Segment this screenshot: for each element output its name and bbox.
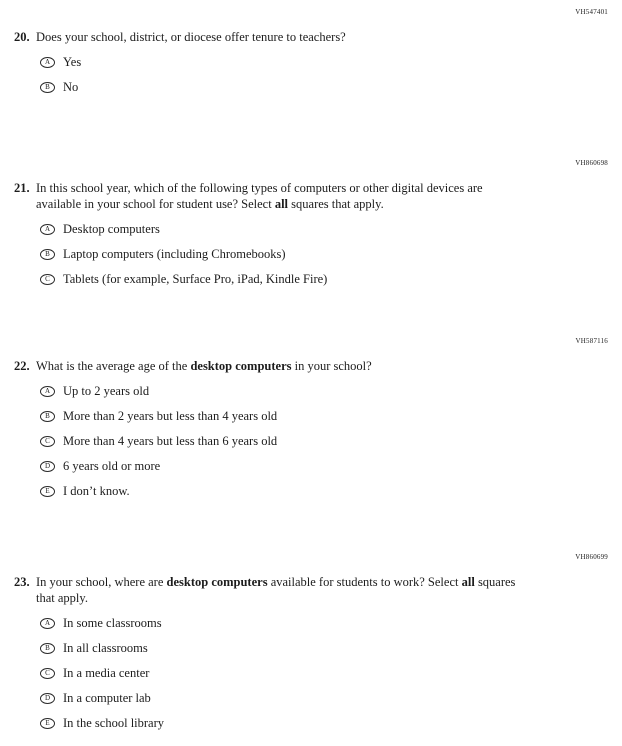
answer-option <box>40 272 608 287</box>
answer-oval-b-icon[interactable]: B <box>40 249 55 260</box>
question-block <box>14 337 608 499</box>
question-text-segment: in your school? <box>291 359 372 373</box>
answer-oval-b-icon[interactable]: B <box>40 643 55 654</box>
option-label: In the school library <box>63 716 165 730</box>
question-text <box>36 574 528 606</box>
question-text-segment: squares that apply. <box>36 575 516 605</box>
question-text <box>36 29 346 45</box>
answer-oval-c-icon[interactable]: C <box>40 668 55 679</box>
question-text-bold-segment: all <box>461 575 475 589</box>
question-code: VH587116 <box>575 337 608 345</box>
answer-oval-e-icon[interactable]: E <box>40 718 55 729</box>
answer-option <box>40 641 608 656</box>
answer-option <box>40 666 608 681</box>
question-text-segment: available for students to work? Select <box>267 575 462 589</box>
answer-option <box>40 384 608 399</box>
answer-option <box>40 247 608 262</box>
question-row <box>14 574 608 606</box>
question-block <box>14 159 608 287</box>
option-label: In a computer lab <box>63 691 151 705</box>
options-list <box>40 384 608 499</box>
question-number: 21. <box>14 181 30 195</box>
answer-option <box>40 716 608 731</box>
question-text-segment: Does your school, district, or diocese offer tenure to teachers? <box>36 30 346 44</box>
answer-oval-c-icon[interactable]: C <box>40 274 55 285</box>
option-label: In some classrooms <box>63 616 162 630</box>
options-list <box>40 55 608 95</box>
option-label: In a media center <box>63 666 150 680</box>
option-label: More than 4 years but less than 6 years old <box>63 434 278 448</box>
question-text-segment: In your school, where are <box>36 575 167 589</box>
question-text <box>36 180 488 212</box>
answer-oval-b-icon[interactable]: B <box>40 411 55 422</box>
answer-oval-c-icon[interactable]: C <box>40 436 55 447</box>
question-block <box>14 8 608 95</box>
question-number: 22. <box>14 359 30 373</box>
question-block <box>14 553 608 731</box>
option-label: Laptop computers (including Chromebooks) <box>63 247 286 261</box>
option-label: No <box>63 80 79 94</box>
answer-oval-a-icon[interactable]: A <box>40 386 55 397</box>
answer-oval-e-icon[interactable]: E <box>40 486 55 497</box>
answer-option <box>40 409 608 424</box>
answer-option <box>40 434 608 449</box>
option-label: Tablets (for example, Surface Pro, iPad, Kindle Fire) <box>63 272 328 286</box>
question-number: 23. <box>14 575 30 589</box>
option-label: 6 years old or more <box>63 459 161 473</box>
option-label: Desktop computers <box>63 222 160 236</box>
question-row <box>14 29 608 45</box>
option-label: I don’t know. <box>63 484 130 498</box>
answer-option <box>40 484 608 499</box>
questions-container <box>14 8 608 731</box>
answer-oval-d-icon[interactable]: D <box>40 693 55 704</box>
question-text-bold-segment: all <box>274 197 289 211</box>
options-list <box>40 616 608 731</box>
options-list <box>40 222 608 287</box>
answer-oval-a-icon[interactable]: A <box>40 224 55 235</box>
question-text-segment: squares that apply. <box>288 197 384 211</box>
question-code: VH860698 <box>575 159 608 167</box>
answer-oval-d-icon[interactable]: D <box>40 461 55 472</box>
question-code: VH860699 <box>575 553 608 561</box>
option-label: In all classrooms <box>63 641 148 655</box>
answer-oval-b-icon[interactable]: B <box>40 82 55 93</box>
option-label: More than 2 years but less than 4 years old <box>63 409 278 423</box>
question-text <box>36 358 372 374</box>
question-text-segment: In this school year, which of the following types of computers or other digital devices are available in your school for student use? Select <box>36 181 483 211</box>
question-row <box>14 358 608 374</box>
question-text-bold-segment: desktop computers <box>190 359 292 373</box>
question-number: 20. <box>14 30 30 44</box>
answer-oval-a-icon[interactable]: A <box>40 57 55 68</box>
answer-option <box>40 55 608 70</box>
answer-option <box>40 80 608 95</box>
question-code: VH547401 <box>575 8 608 16</box>
question-row <box>14 180 608 212</box>
question-text-bold-segment: desktop computers <box>166 575 268 589</box>
answer-option <box>40 222 608 237</box>
option-label: Up to 2 years old <box>63 384 150 398</box>
option-label: Yes <box>63 55 82 69</box>
question-text-segment: What is the average age of the <box>36 359 191 373</box>
answer-oval-a-icon[interactable]: A <box>40 618 55 629</box>
answer-option <box>40 616 608 631</box>
answer-option <box>40 691 608 706</box>
answer-option <box>40 459 608 474</box>
